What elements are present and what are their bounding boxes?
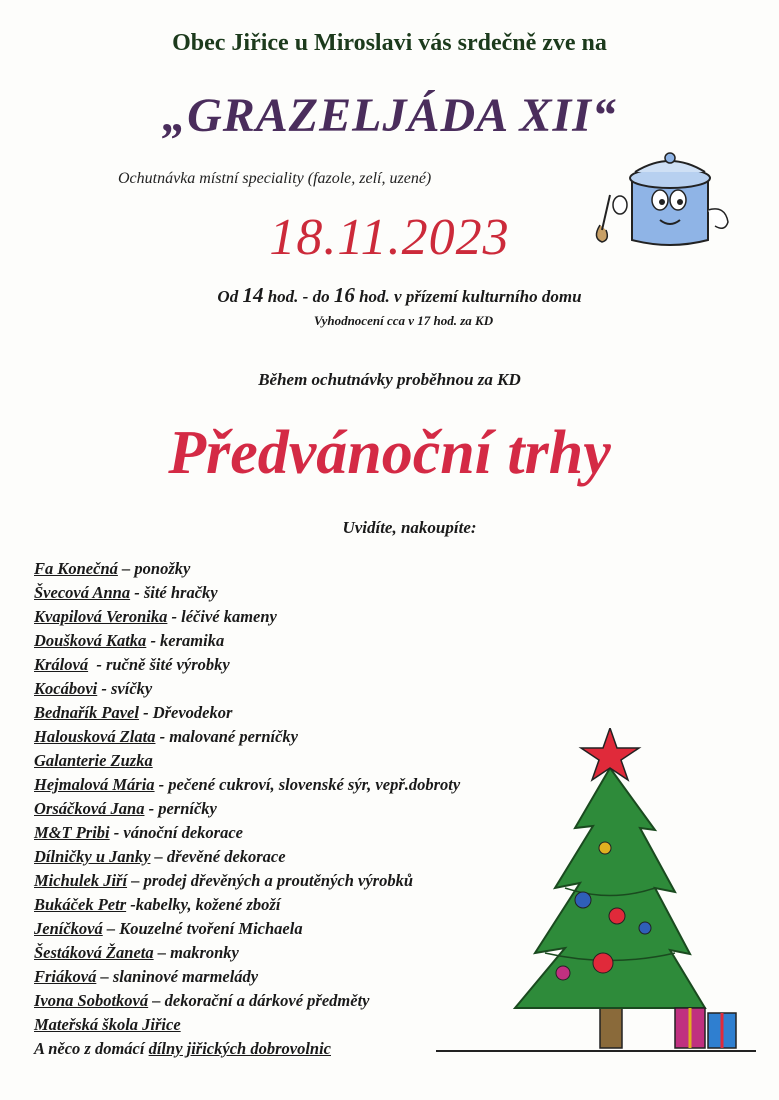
closing-line [34, 1037, 460, 1061]
vendor-item [34, 989, 460, 1013]
vendor-name: Hejmalová Mária [34, 775, 155, 794]
vendor-item [34, 725, 460, 749]
event-hours [0, 283, 779, 308]
vendor-item [34, 749, 460, 773]
vendor-list [34, 557, 460, 1061]
vendor-item [34, 845, 460, 869]
vendor-desc: - ručně šité výrobky [88, 655, 230, 674]
event-date: 18.11.2023 [269, 209, 510, 266]
vendor-name: Jeníčková [34, 919, 103, 938]
vendor-desc: - Dřevodekor [138, 703, 233, 722]
vendor-desc: - keramika [146, 631, 225, 650]
vendor-name: Bukáček Petr [34, 895, 127, 914]
vendor-name: Orsáčková Jana [34, 799, 145, 818]
market-subtitle: Uvidíte, nakoupíte: [342, 518, 477, 537]
vendor-name: Doušková Katka [34, 631, 147, 650]
vendor-name: Friáková [34, 967, 97, 986]
vendor-name: Švecová Anna [34, 583, 131, 602]
event-title: „GRAZELJÁDA XII“ [162, 89, 617, 142]
vendor-item [34, 893, 460, 917]
vendor-name: M&T Pribi [34, 823, 110, 842]
hours-prefix: Od [217, 287, 243, 306]
vendor-item [34, 557, 460, 581]
vendor-item [34, 941, 460, 965]
vendor-name: Kvapilová Veronika [34, 607, 168, 626]
vendor-desc: -kabelky, kožené zboží [126, 895, 281, 914]
vendor-item [34, 773, 460, 797]
divider-line [436, 1050, 756, 1052]
vendor-name: Králová [34, 655, 89, 674]
vendor-item [34, 581, 460, 605]
vendor-item [34, 869, 460, 893]
evaluation-note: Vyhodnocení cca v 17 hod. za KD [313, 313, 494, 328]
vendor-item [34, 629, 460, 653]
vendor-item [34, 677, 460, 701]
market-intro: Během ochutnávky proběhnou za KD [258, 370, 521, 389]
vendor-desc: - pečené cukroví, slovenské sýr, vepř.dobroty [154, 775, 461, 794]
vendor-item [34, 965, 460, 989]
vendor-desc: – prodej dřevěných a proutěných výrobků [127, 871, 414, 890]
vendor-name: Šestáková Žaneta [34, 943, 154, 962]
vendor-desc: - malované perníčky [155, 727, 298, 746]
vendor-item [34, 1013, 460, 1037]
vendor-name: Michulek Jiří [34, 871, 128, 890]
vendor-name: Galanterie Zuzka [34, 751, 153, 770]
vendor-item [34, 797, 460, 821]
closing-underlined: dílny jiřických dobrovolnic [148, 1039, 331, 1058]
vendor-item [34, 821, 460, 845]
hours-middle: hod. - do [263, 287, 334, 306]
vendor-name: Bednařík Pavel [34, 703, 139, 722]
tasting-note: Ochutnávka místní speciality (fazole, zelí, uzené) [118, 170, 432, 187]
vendor-item [34, 917, 460, 941]
vendor-name: Fa Konečná [34, 559, 118, 578]
vendor-desc: – makronky [153, 943, 239, 962]
start-hour: 14 [242, 283, 264, 307]
vendor-desc: – Kouzelné tvoření Michaela [102, 919, 303, 938]
vendor-name: Kocábovi [34, 679, 98, 698]
invite-heading: Obec Jiřice u Miroslavi vás srdečně zve na [172, 30, 607, 56]
vendor-desc: - šité hračky [130, 583, 218, 602]
vendor-name: Halousková Zlata [34, 727, 156, 746]
christmas-tree-illustration [505, 728, 745, 1058]
vendor-desc: - vánoční dekorace [109, 823, 243, 842]
vendor-item [34, 653, 460, 677]
vendor-item [34, 701, 460, 725]
vendor-item [34, 605, 460, 629]
closing-prefix: A něco z domácí [34, 1039, 149, 1058]
christmas-tree-icon [515, 728, 736, 1048]
vendor-desc: - svíčky [97, 679, 153, 698]
cooking-pot-illustration [580, 150, 740, 260]
vendor-desc: – slaninové marmelády [96, 967, 259, 986]
vendor-desc: – dřevěné dekorace [150, 847, 286, 866]
end-hour: 16 [333, 283, 355, 307]
vendor-desc: – ponožky [117, 559, 191, 578]
vendor-desc: – dekorační a dárkové předměty [148, 991, 370, 1010]
vendor-name: Dílničky u Janky [34, 847, 151, 866]
vendor-desc: - léčivé kameny [167, 607, 277, 626]
hours-location: hod. v přízemí kulturního domu [354, 287, 582, 306]
market-title: Předvánoční trhy [168, 419, 611, 487]
cooking-pot-icon [596, 153, 728, 245]
vendor-name: Ivona Sobotková [34, 991, 149, 1010]
vendor-desc: - perníčky [144, 799, 217, 818]
vendor-name: Mateřská škola Jiřice [34, 1015, 181, 1034]
